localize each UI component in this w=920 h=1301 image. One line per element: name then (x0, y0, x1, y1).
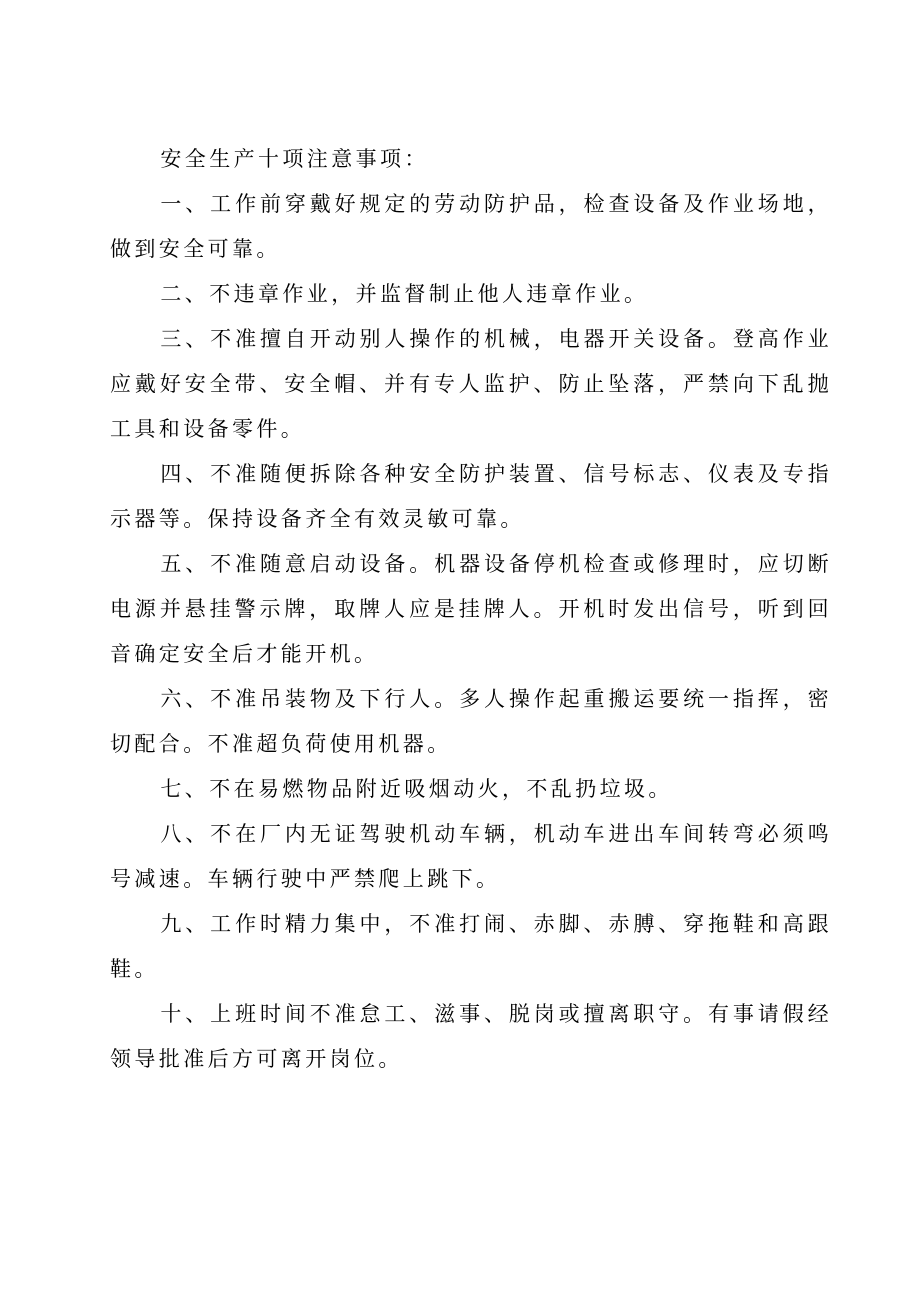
rule-item-6: 六、不准吊装物及下行人。多人操作起重搬运要统一指挥，密切配合。不准超负荷使用机器。 (110, 687, 832, 756)
rule-item-3: 三、不准擅自开动别人操作的机械，电器开关设备。登高作业应戴好安全带、安全帽、并有专人监护、防止坠落，严禁向下乱抛工具和设备零件。 (110, 327, 832, 441)
rule-item-4: 四、不准随便拆除各种安全防护装置、信号标志、仪表及专指示器等。保持设备齐全有效灵敏可靠。 (110, 462, 832, 531)
document-page (110, 137, 832, 1082)
document-heading: 安全生产十项注意事项： (160, 147, 429, 171)
rule-item-5: 五、不准随意启动设备。机器设备停机检查或修理时，应切断电源并悬挂警示牌，取牌人应是挂牌人。开机时发出信号，听到回音确定安全后才能开机。 (110, 552, 832, 666)
rule-item-7: 七、不在易燃物品附近吸烟动火，不乱扔垃圾。 (160, 777, 673, 801)
rule-item-10: 十、上班时间不准怠工、滋事、脱岗或擅离职守。有事请假经领导批准后方可离开岗位。 (110, 1002, 832, 1071)
rule-item-1: 一、工作前穿戴好规定的劳动防护品，检查设备及作业场地，做到安全可靠。 (110, 192, 832, 261)
rule-item-9: 九、工作时精力集中，不准打闹、赤脚、赤膊、穿拖鞋和高跟鞋。 (110, 912, 832, 981)
rule-item-2: 二、不违章作业，并监督制止他人违章作业。 (160, 282, 649, 306)
rule-item-8: 八、不在厂内无证驾驶机动车辆，机动车进出车间转弯必须鸣号减速。车辆行驶中严禁爬上跳下。 (110, 822, 832, 891)
